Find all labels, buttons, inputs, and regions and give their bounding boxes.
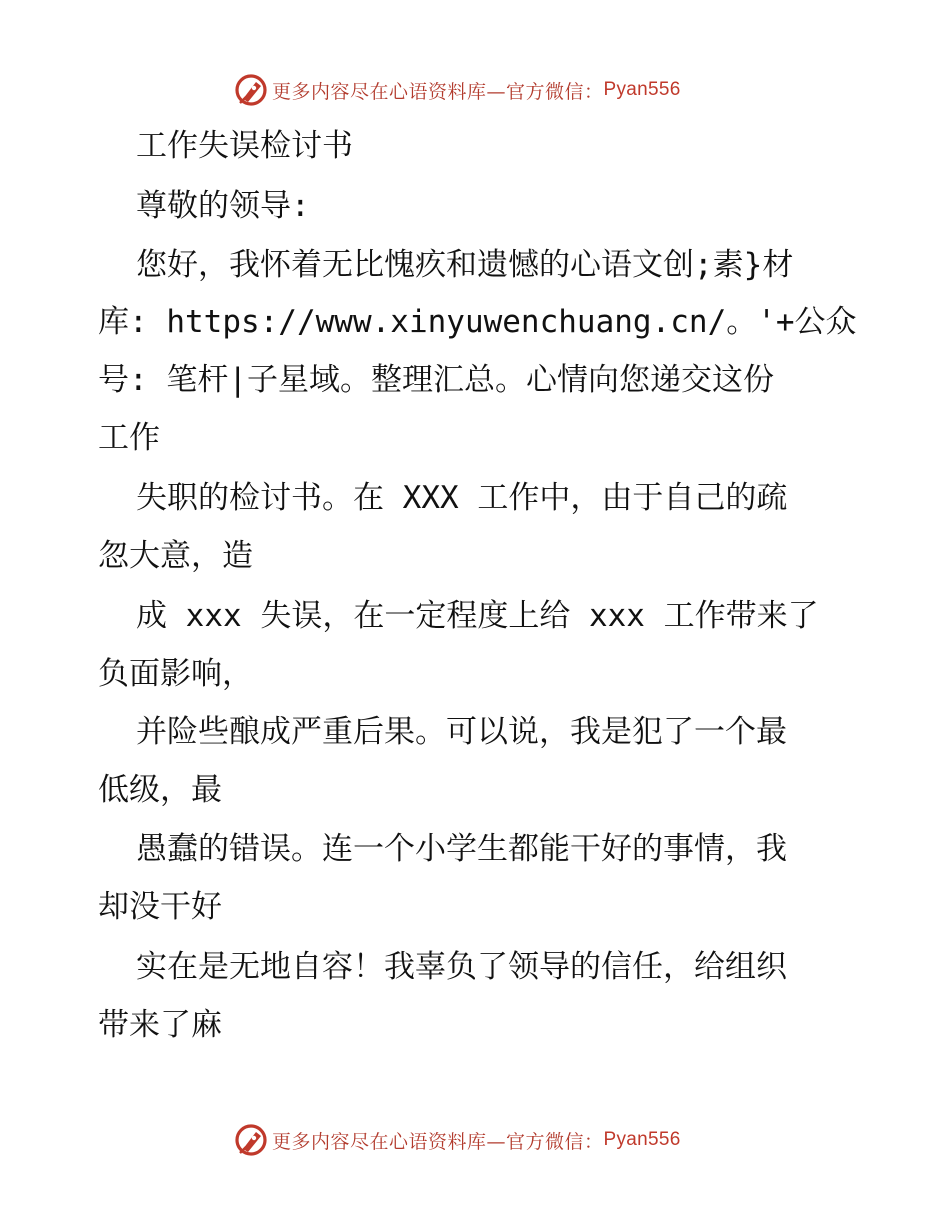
banner-text: 更多内容尽在心语资料库—官方微信： [272, 1130, 604, 1153]
paragraph-line: 库: https://www.xinyuwenchuang.cn/。'+公众 [98, 304, 857, 340]
pen-nib-logo-icon [234, 1123, 268, 1157]
paragraph-line: 号: 笔杆|子星域。整理汇总。心情向您递交这份 [98, 362, 774, 398]
paragraph-line: 负面影响， [98, 656, 253, 692]
paragraph-line: 失职的检讨书。在 XXX 工作中，由于自己的疏 [136, 480, 788, 516]
footer-banner [234, 1122, 681, 1158]
pen-nib-logo-icon [234, 73, 268, 107]
paragraph-line: 忽大意，造 [98, 538, 253, 574]
paragraph-line: 却没干好 [98, 889, 222, 925]
paragraph-line: 您好，我怀着无比愧疚和遗憾的心语文创;素}材 [136, 247, 794, 283]
banner-wechat-id: Pyan556 [603, 79, 681, 100]
document-title: 工作失误检讨书 [136, 128, 353, 164]
banner-text: 更多内容尽在心语资料库—官方微信： [272, 80, 604, 103]
salutation: 尊敬的领导: [136, 188, 310, 224]
banner-wechat-id: Pyan556 [603, 1129, 681, 1150]
paragraph-line: 愚蠢的错误。连一个小学生都能干好的事情，我 [136, 831, 787, 867]
paragraph-line: 低级，最 [98, 772, 222, 808]
paragraph-line: 实在是无地自容！我辜负了领导的信任，给组织 [136, 949, 787, 985]
paragraph-line: 带来了麻 [98, 1007, 222, 1043]
paragraph-line: 工作 [98, 420, 160, 456]
paragraph-line: 并险些酿成严重后果。可以说，我是犯了一个最 [136, 714, 787, 750]
header-banner [234, 72, 681, 108]
paragraph-line: 成 xxx 失误，在一定程度上给 xxx 工作带来了 [136, 598, 819, 634]
